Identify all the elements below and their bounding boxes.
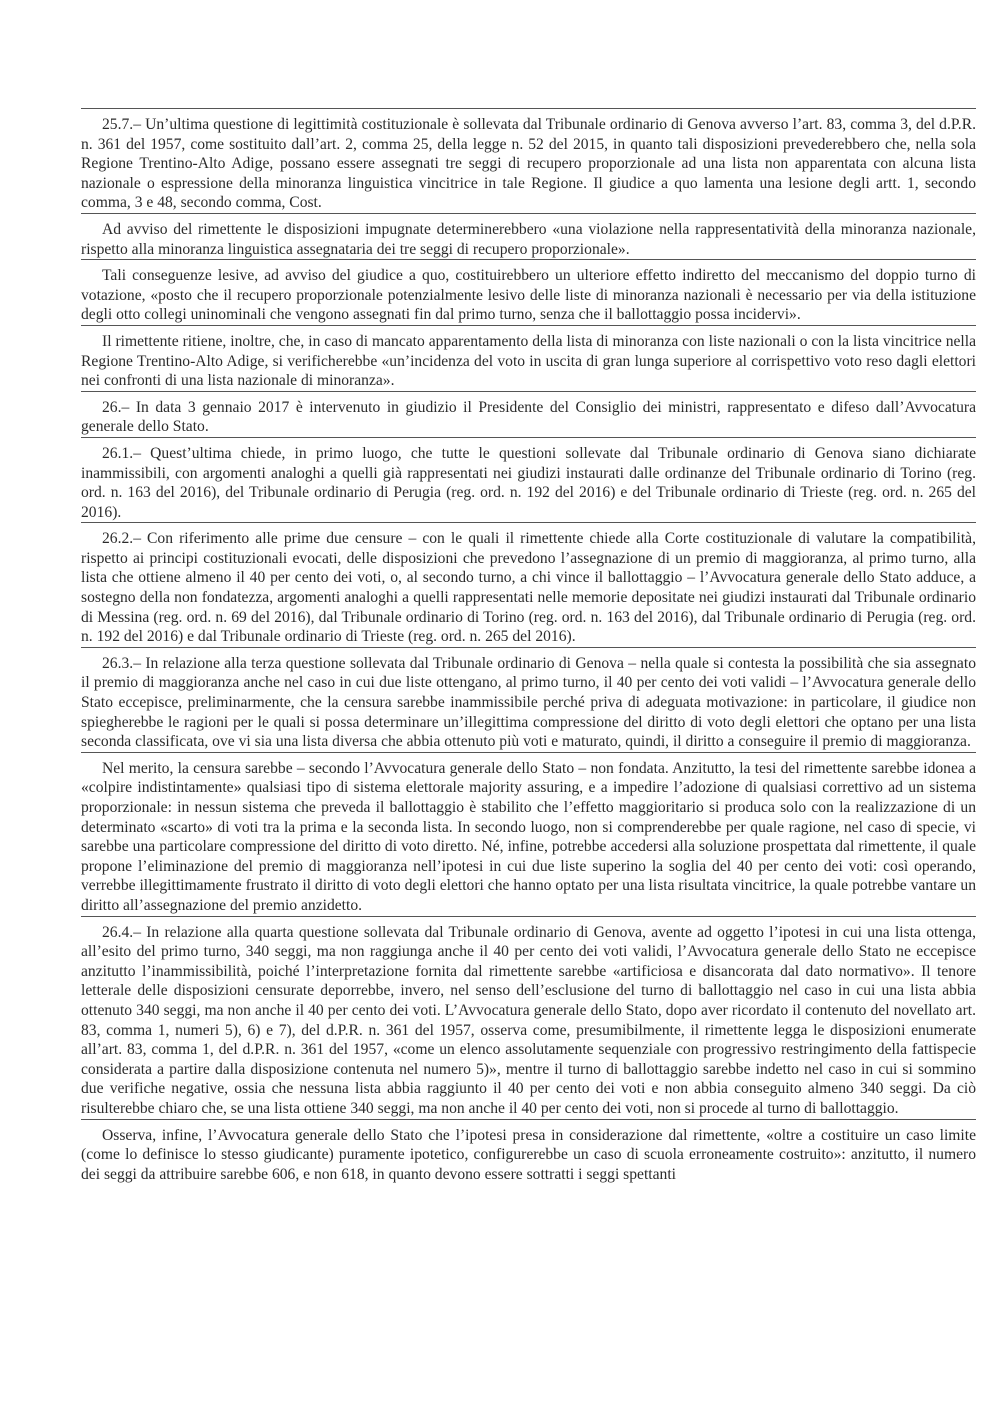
document-body [81, 108, 976, 1184]
paragraph-25-7: 25.7.– Un’ultima questione di legittimità costituzionale è sollevata dal Tribunale ordinario di Genova avverso l’art. 83, comma 3, del d.P.R. n. 361 del 1957, come sostituito dall’art. 2, comma 25, della legge n. 52 del 2015, in quanto tali disposizioni prevederebbero che, nella sola Regione Trentino-Alto Adige, possano essere assegnati tre seggi di recupero proporzionale ad una lista non apparentata con alcuna lista nazionale o espressione della minoranza linguistica vincitrice in tale Regione. Il giudice a quo lamenta una lesione degli artt. 1, secondo comma, 3 e 48, secondo comma, Cost. [81, 108, 976, 213]
paragraph-conseguenze-lesive: Tali conseguenze lesive, ad avviso del giudice a quo, costituirebbero un ulteriore effetto indiretto del meccanismo del doppio turno di votazione, «posto che il recupero proporzionale potenzialmente lesivo delle liste di minoranza nazionali è necessario per via della istituzione degli otto collegi uninominali che vengono assegnati fin dal primo turno, senza che il ballottaggio possa incidervi». [81, 259, 976, 325]
paragraph-26: 26.– In data 3 gennaio 2017 è intervenuto in giudizio il Presidente del Consiglio dei ministri, rappresentato e difeso dall’Avvocatura generale dello Stato. [81, 391, 976, 437]
paragraph-26-3: 26.3.– In relazione alla terza questione sollevata dal Tribunale ordinario di Genova – nella quale si contesta la possibilità che sia assegnato il premio di maggioranza anche nel caso in cui due liste ottengano, al primo turno, il 40 per cento dei voti validi – l’Avvocatura generale dello Stato eccepisce, preliminarmente, che la censura sarebbe inammissibile perché priva di adeguata motivazione: in particolare, il giudice non spiegherebbe le ragioni per le quali si possa determinare un’illegittima compressione del diritto di voto degli elettori che optano per una lista seconda classificata, ove vi sia una lista diversa che abbia ottenuto più voti e maturato, quindi, il diritto a conseguire il premio di maggioranza. [81, 647, 976, 752]
paragraph-26-2: 26.2.– Con riferimento alle prime due censure – con le quali il rimettente chiede alla Corte costituzionale di valutare la compatibilità, rispetto ai principi costituzionali evocati, delle disposizioni che prevedono l’assegnazione di un premio di maggioranza, al primo turno, alla lista che ottiene almeno il 40 per cento dei voti, o, al secondo turno, a chi vince il ballottaggio – l’Avvocatura generale dello Stato adduce, a sostegno della non fondatezza, argomenti analoghi a quelli rappresentati nelle memorie depositate nei giudizi instaurati dal Tribunale ordinario di Messina (reg. ord. n. 69 del 2016), dal Tribunale ordinario di Torino (reg. ord. n. 163 del 2016), dal Tribunale ordinario di Perugia (reg. ord. n. 192 del 2016) e dal Tribunale ordinario di Trieste (reg. ord. n. 265 del 2016). [81, 522, 976, 647]
paragraph-26-4: 26.4.– In relazione alla quarta questione sollevata dal Tribunale ordinario di Genova, avente ad oggetto l’ipotesi in cui una lista ottenga, all’esito del primo turno, 340 seggi, ma non raggiunga anche il 40 per cento dei voti validi, l’Avvocatura generale dello Stato ne eccepisce anzitutto l’inammissibilità, poiché l’interpretazione fornita dal rimettente sarebbe «artificiosa e disancorata dal dato normativo». Il tenore letterale delle disposizioni censurate deporrebbe, invero, nel senso dell’esclusione del turno di ballottaggio nel caso in cui una lista abbia ottenuto 340 seggi, ma non anche il 40 per cento dei voti. L’Avvocatura generale dello Stato, dopo aver ricordato il contenuto del novellato art. 83, comma 1, numeri 5), 6) e 7), del d.P.R. n. 361 del 1957, osserva come, presumibilmente, il rimettente legga le disposizioni enumerate all’art. 83, comma 1, del d.P.R. n. 361 del 1957, «come un elenco assolutamente sequenziale con progressivo restringimento della fattispecie considerata a partire dalla disposizione contenuta nel numero 5)», mentre il turno di ballottaggio sarebbe indetto nel caso in cui si sommino due verifiche negative, ossia che nessuna lista abbia raggiunto il 40 per cento dei voti e non abbia conseguito almeno 340 seggi. Da ciò risulterebbe chiaro che, se una lista ottiene 340 seggi, ma non anche il 40 per cento dei voti, non si procede al turno di ballottaggio. [81, 916, 976, 1119]
paragraph-rimettente-avviso: Ad avviso del rimettente le disposizioni impugnate determinerebbero «una violazione nella rappresentatività della minoranza nazionale, rispetto alla minoranza linguistica assegnataria dei tre seggi di recupero proporzionale». [81, 213, 976, 259]
paragraph-mancato-apparentamento: Il rimettente ritiene, inoltre, che, in caso di mancato apparentamento della lista di minoranza con liste nazionali o con la lista vincitrice nella Regione Trentino-Alto Adige, si verificherebbe «un’incidenza del voto in uscita di gran lunga superiore al corrispettivo voto reso dagli elettori nei confronti di una lista nazionale di minoranza». [81, 325, 976, 391]
paragraph-nel-merito: Nel merito, la censura sarebbe – secondo l’Avvocatura generale dello Stato – non fondata. Anzitutto, la tesi del rimettente sarebbe idonea a «colpire indistintamente» qualsiasi tipo di sistema elettorale majority assuring, e a impedire l’adozione di qualsiasi correttivo ad un sistema proporzionale: in nessun sistema che preveda il ballottaggio è stabilito che l’effetto maggioritario si produca solo con la realizzazione di un determinato «scarto» di voti tra la prima e la seconda lista. In secondo luogo, non si comprenderebbe per quale ragione, nel caso di specie, vi sarebbe una particolare compressione del diritto di voto diretto. Né, infine, potrebbe accedersi alla soluzione prospettata dal rimettente, il quale propone l’eliminazione del premio di maggioranza nell’ipotesi in cui due liste superino la soglia del 40 per cento dei voti: così operando, verrebbe illegittimamente frustrato il diritto di voto degli elettori che hanno optato per una lista risultata vincitrice, la quale potrebbe vantare un diritto all’assegnazione del premio anzidetto. [81, 752, 976, 916]
paragraph-26-1: 26.1.– Quest’ultima chiede, in primo luogo, che tutte le questioni sollevate dal Tribunale ordinario di Genova siano dichiarate inammissibili, con argomenti analoghi a quelli già rappresentati nei giudizi instaurati dalle ordinanze del Tribunale ordinario di Torino (reg. ord. n. 163 del 2016), del Tribunale ordinario di Perugia (reg. ord. n. 192 del 2016) e del Tribunale ordinario di Trieste (reg. ord. n. 265 del 2016). [81, 437, 976, 522]
paragraph-osserva-infine: Osserva, infine, l’Avvocatura generale dello Stato che l’ipotesi presa in considerazione dal rimettente, «oltre a costituire un caso limite (come lo definisce lo stesso giudicante) puramente ipotetico, configurerebbe un caso di scuola erroneamente costruito»: anzitutto, il numero dei seggi da attribuire sarebbe 606, e non 618, in quanto devono essere sottratti i seggi spettanti [81, 1119, 976, 1185]
